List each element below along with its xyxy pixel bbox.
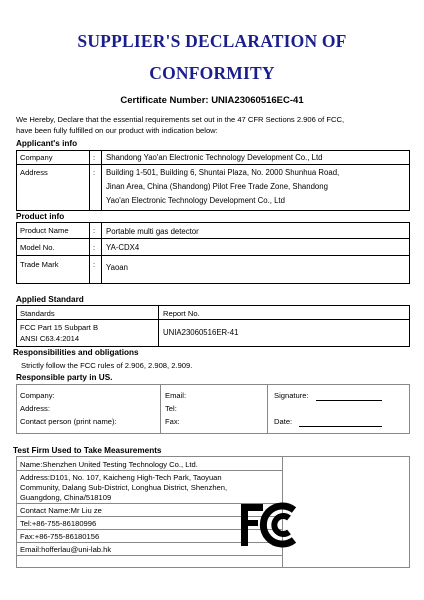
document-title-line1: SUPPLIER'S DECLARATION OF [77,31,347,51]
product-heading: Product info [16,212,65,221]
responsible-party-heading: Responsible party in US. [16,373,113,382]
test-firm-row-6 [16,555,282,556]
date-line [299,426,382,427]
rp-tel-label: Tel: [165,404,177,413]
rp-contact-label: Contact person (print name): [20,417,117,426]
test-firm-heading: Test Firm Used to Take Measurements [13,446,162,455]
product-col-divider-1 [89,222,90,284]
standard-col-divider [158,305,159,347]
applicant-heading: Applicant's info [16,139,78,148]
declaration-line-1: We Hereby, Declare that the essential requirements set out in the 47 CFR Sections 2.906 of FCC, [16,115,345,124]
rp-email-label: Email: [165,391,187,400]
product-name-label: Product Name [20,226,69,235]
signature-label: Signature: [274,391,309,400]
applicant-col-divider-2 [101,150,102,211]
certificate-number: Certificate Number: UNIA23060516EC-41 [120,95,304,106]
signature-line [316,400,382,401]
address-line-2: Jinan Area, China (Shandong) Pilot Free Trade Zone, Shandong [106,182,328,191]
product-col-divider-2 [101,222,102,284]
product-row-divider-1 [16,238,410,239]
rp-fax-label: Fax: [165,417,180,426]
product-name-colon: : [93,226,96,235]
standard-line-1: FCC Part 15 Subpart B [20,323,99,332]
product-row-divider-2 [16,255,410,256]
company-colon: : [93,153,96,162]
report-column-header: Report No. [163,309,200,318]
responsibilities-text: Strictly follow the FCC rules of 2.906, 2.908, 2.909. [21,361,193,370]
test-firm-tel: Tel:+86-755-86180996 [20,519,97,528]
model-colon: : [93,243,96,252]
responsible-party-divider-1 [160,384,161,434]
applicant-col-divider-1 [89,150,90,211]
test-firm-contact: Contact Name:Mr Liu ze [20,506,102,515]
test-firm-row-1 [16,470,282,471]
trademark-value: Yaoan [106,263,128,272]
rp-address-label: Address: [20,404,50,413]
test-firm-email: Email:hofferlau@uni-lab.hk [20,545,112,554]
declaration-line-2: have been fully fulfilled on our product with indication below: [16,125,218,135]
standards-column-header: Standards [20,309,55,318]
report-number: UNIA23060516ER-41 [163,328,239,337]
test-firm-address-3: Guangdong, China/518109 [20,493,112,502]
standard-line-2: ANSI C63.4:2014 [20,334,80,343]
product-name-value: Portable multi gas detector [106,227,199,236]
company-label: Company [20,153,53,162]
rp-company-label: Company: [20,391,55,400]
trademark-label: Trade Mark [20,260,59,269]
fcc-logo [238,496,298,554]
model-value: YA-CDX4 [106,243,140,252]
declaration-text [16,115,416,136]
test-firm-fax: Fax:+86-755-86180156 [20,532,100,541]
product-table [16,222,410,284]
responsible-party-divider-2 [267,384,268,434]
trademark-colon: : [93,260,96,269]
test-firm-name: Name:Shenzhen United Testing Technology Co., Ltd. [20,460,198,469]
address-label: Address [20,168,48,177]
model-label: Model No. [20,243,55,252]
standard-heading: Applied Standard [16,295,84,304]
standard-row-divider [16,319,410,320]
date-label: Date: [274,417,293,426]
test-firm-address-2: Community, Dalang Sub-District, Longhua District, Shenzhen, [20,483,228,492]
address-line-3: Yao'an Electronic Technology Development Co., Ltd [106,196,285,205]
applicant-row-divider [16,164,410,165]
address-line-1: Building 1-501, Building 6, Shuntai Plaza, No. 2000 Shunhua Road, [106,168,340,177]
document-title-line2: CONFORMITY [149,63,275,83]
address-colon: : [93,168,96,177]
company-value: Shandong Yao'an Electronic Technology Development Co., Ltd [106,153,323,162]
test-firm-address-1: Address:D101, No. 107, Kaicheng High-Tech Park, Taoyuan [20,473,222,482]
responsibilities-heading: Responsibilities and obligations [13,348,139,357]
